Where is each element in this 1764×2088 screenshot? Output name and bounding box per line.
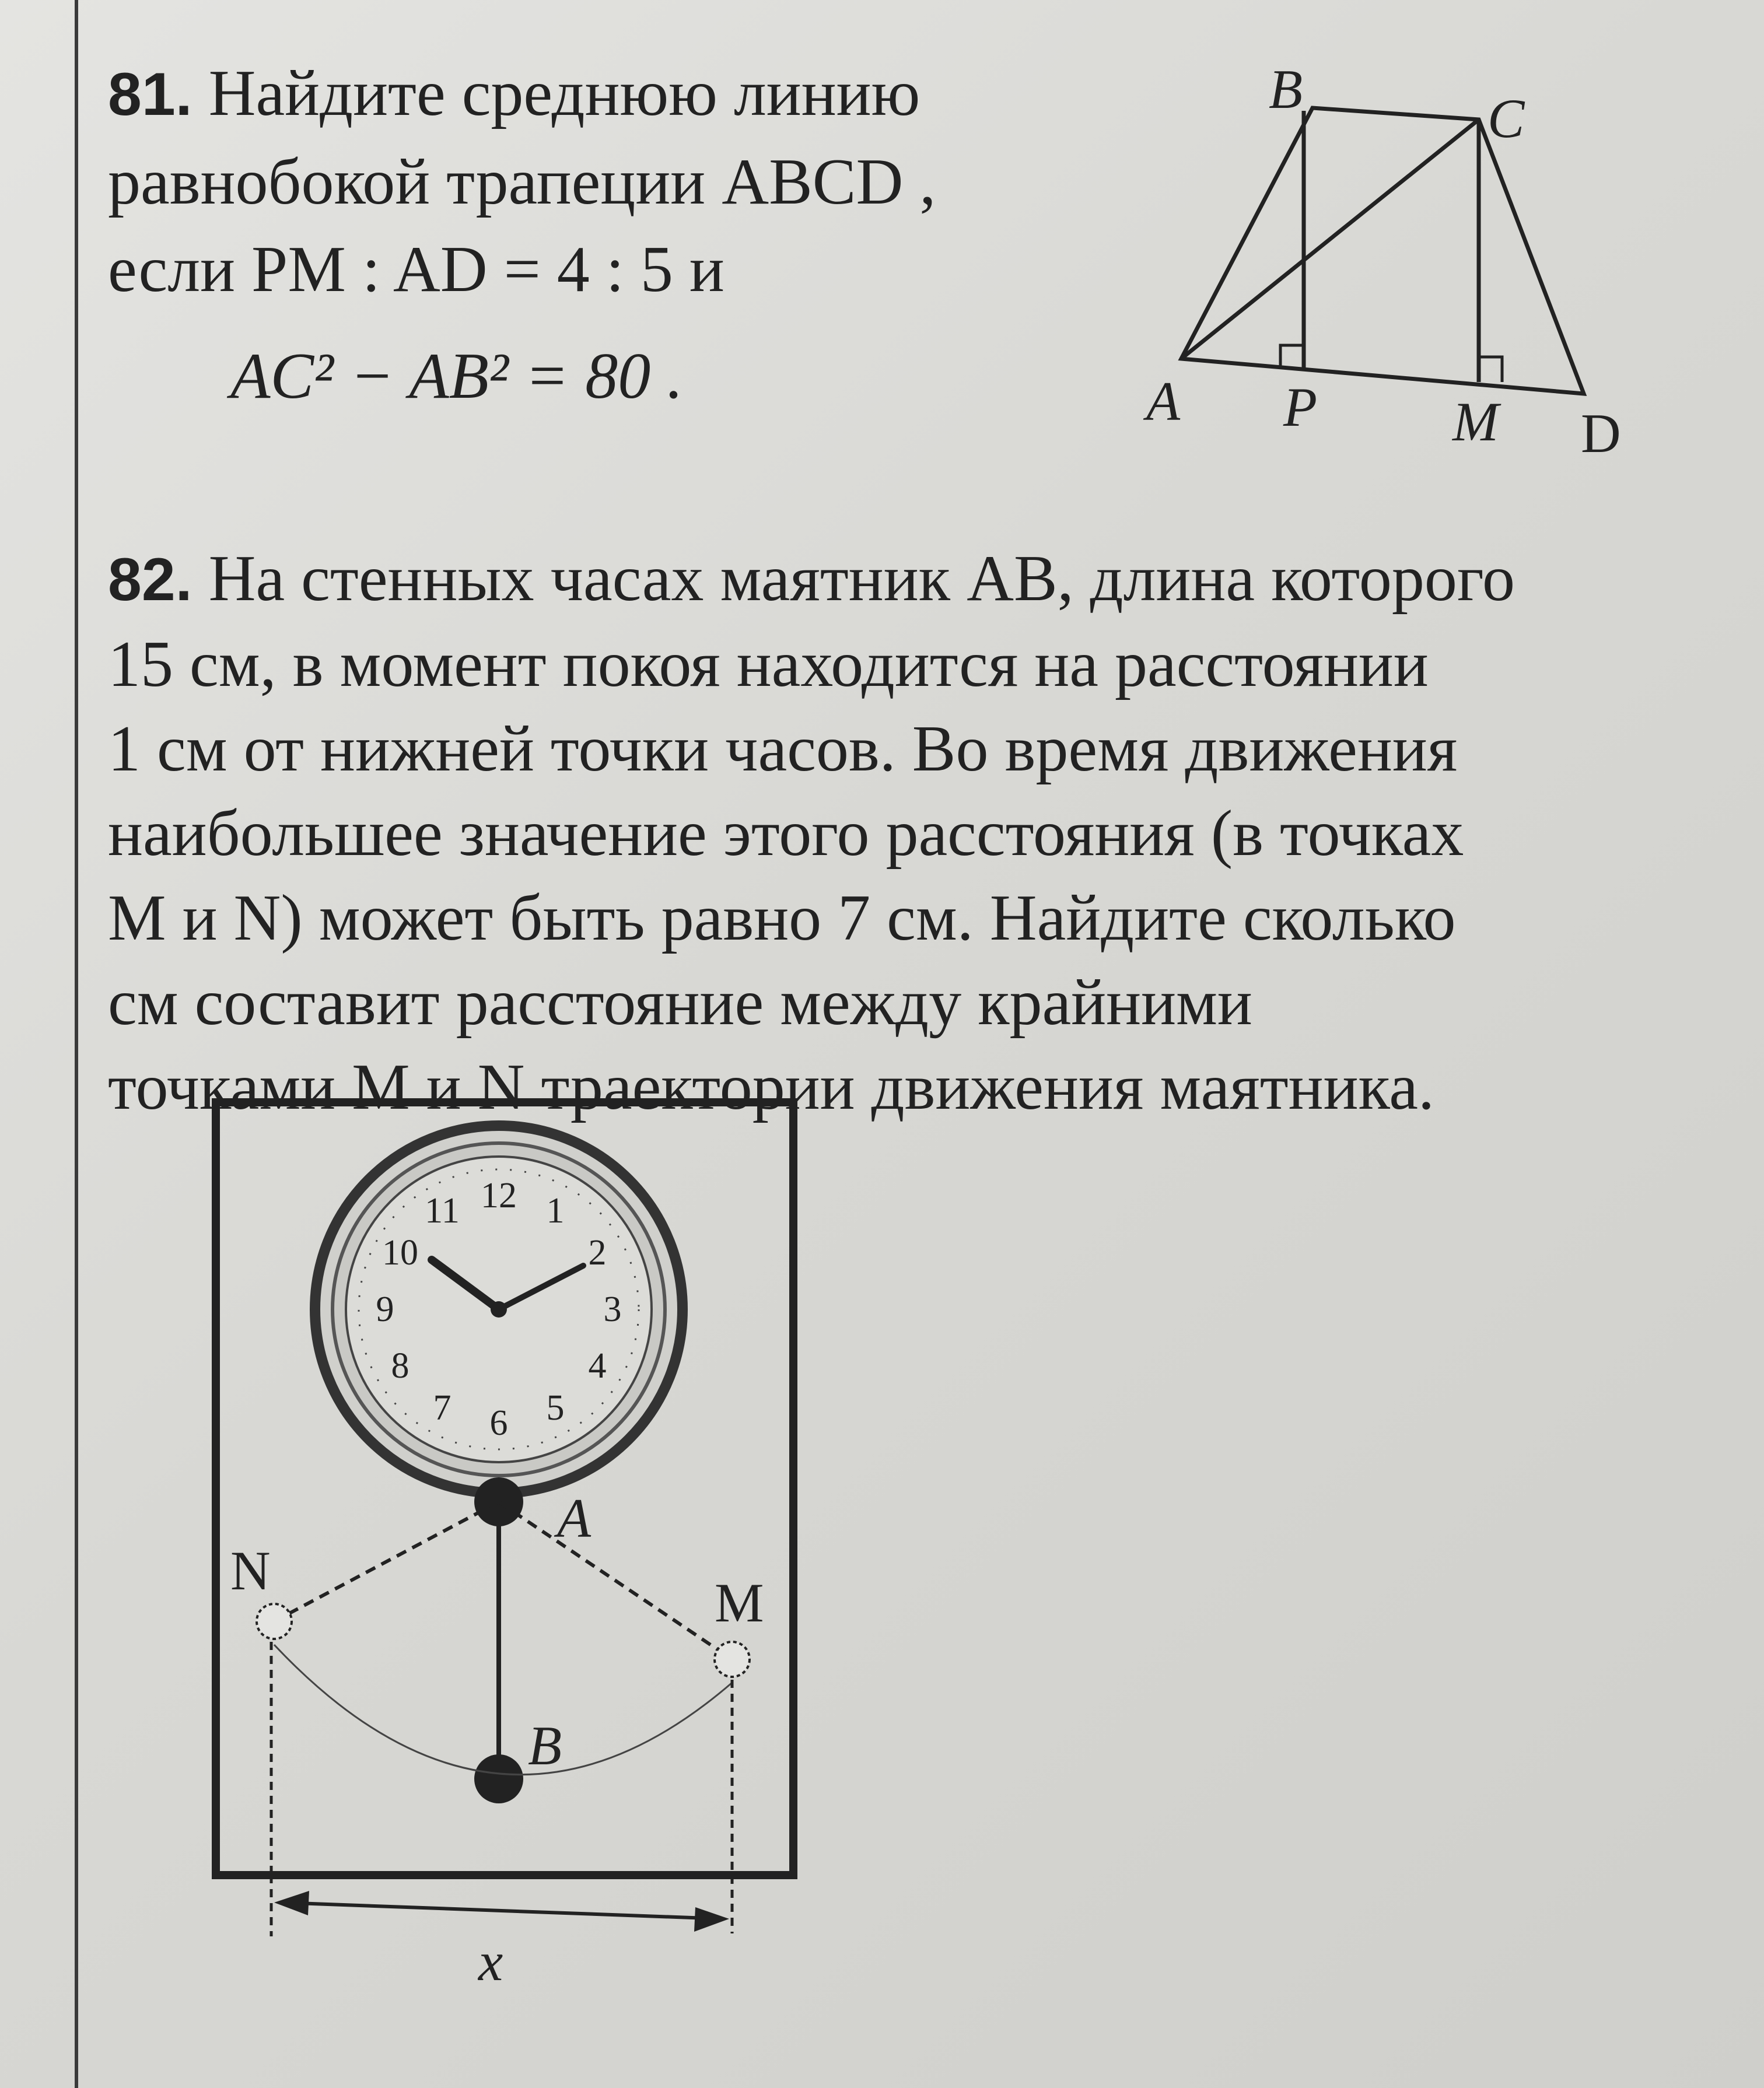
problem-81-formula: AC² − AB² = 80 . — [230, 340, 684, 412]
pendulum-extreme-m-line — [499, 1502, 732, 1659]
dial-10: 10 — [382, 1233, 418, 1273]
dial-4: 4 — [588, 1346, 607, 1386]
label-n: N — [230, 1540, 271, 1602]
problem-82-line-5: M и N) может быть равно 7 см. Найдите сколько — [108, 882, 1456, 954]
dimension-arrow-left — [274, 1891, 309, 1915]
label-m: M — [1452, 391, 1499, 453]
dial-7: 7 — [433, 1388, 452, 1428]
pendulum-extreme-n-line — [274, 1502, 499, 1621]
label-b-clock: B — [528, 1715, 562, 1777]
problem-82-line-3: 1 см от нижней точки часов. Во время движения — [108, 713, 1458, 785]
problem-82-line-6: см составит расстояние между крайними — [108, 966, 1252, 1039]
problem-82-line-1: На стенных часах маятник AB, длина которого — [208, 542, 1515, 615]
dial-9: 9 — [376, 1290, 394, 1329]
dial-1: 1 — [546, 1191, 565, 1231]
label-b: B — [1269, 58, 1303, 120]
dial-8: 8 — [391, 1346, 410, 1386]
diagonal-ac — [1181, 120, 1479, 359]
trapezoid-abcd — [1181, 108, 1584, 394]
pendulum-bob-b — [474, 1754, 523, 1803]
right-angle-p — [1280, 345, 1304, 369]
problem-81-line-3: если PM : AD = 4 : 5 и — [108, 233, 724, 306]
label-m-clock: M — [715, 1572, 764, 1634]
problem-82-number: 82. — [108, 546, 192, 614]
dial-2: 2 — [588, 1233, 607, 1273]
label-c: C — [1488, 87, 1525, 149]
problem-82-line-4: наибольшее значение этого расстояния (в точках — [108, 797, 1464, 870]
problem-82-line-7: точками M и N траектории движения маятника. — [108, 1051, 1434, 1123]
label-x: x — [478, 1931, 503, 1992]
dial-5: 5 — [546, 1388, 565, 1428]
wall-clock-figure — [216, 1102, 793, 1936]
problem-81-number: 81. — [108, 61, 192, 128]
dial-11: 11 — [425, 1191, 460, 1231]
label-a-clock: A — [557, 1487, 592, 1549]
problem-82-line-2: 15 см, в момент покоя находится на расстоянии — [108, 628, 1429, 700]
dimension-arrow-right — [694, 1907, 729, 1932]
right-angle-m — [1479, 357, 1502, 382]
dimension-line-x — [280, 1903, 723, 1919]
trapezoid-figure — [1181, 108, 1584, 394]
pendulum-position-m — [715, 1642, 750, 1677]
label-p: P — [1283, 376, 1318, 438]
clock-center — [491, 1301, 507, 1318]
problem-81-line-1: Найдите среднюю линию — [208, 57, 921, 129]
dial-12: 12 — [481, 1176, 517, 1215]
problem-81-line-2: равнобокой трапеции ABCD , — [108, 146, 936, 218]
label-a: A — [1146, 370, 1181, 432]
dial-3: 3 — [603, 1290, 622, 1329]
dial-6: 6 — [489, 1403, 508, 1443]
pendulum-position-n — [257, 1604, 292, 1639]
label-d: D — [1581, 402, 1621, 464]
